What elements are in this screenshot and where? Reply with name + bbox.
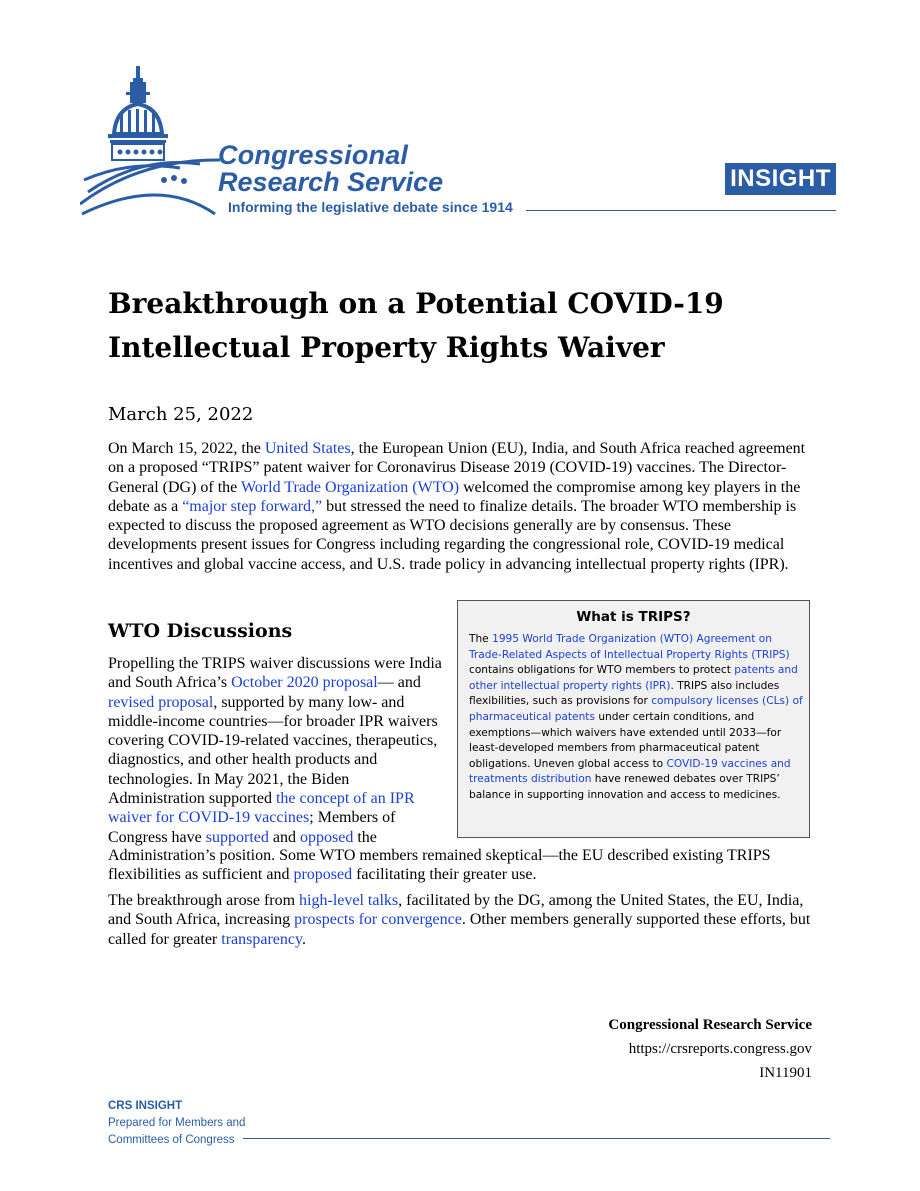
link-supported[interactable]: supported [205, 828, 269, 846]
link-ipr-waiver-concept[interactable]: the concept of an IPR waiver for COVID-19 vaccines [108, 790, 415, 827]
link-high-level-talks[interactable]: high-level talks [299, 892, 399, 909]
insight-badge: INSIGHT [725, 163, 836, 195]
link-revised-proposal[interactable]: revised proposal [108, 693, 214, 711]
org-name-line2: Research Service [218, 167, 444, 197]
footer-prepared-line1: Prepared for Members and [108, 1117, 246, 1129]
link-compulsory-licenses[interactable]: compulsory licenses (CLs) of pharmaceutical patents [469, 695, 803, 723]
page-title: Breakthrough on a Potential COVID-19 Intellectual Property Rights Waiver [108, 287, 724, 364]
link-vaccine-distribution[interactable]: COVID-19 vaccines and treatments distribution [469, 757, 791, 786]
header-rule [526, 210, 836, 211]
link-proposed[interactable]: proposed [293, 866, 353, 884]
intro-paragraph: On March 15, 2022, the United States, the European Union (EU), India, and South Africa reached agreement on a proposed “TRIPS” patent waiver for Coronavirus Disease 2019 (COVID-19) vaccines. The Director-General (DG) of the World Trade Organization (WTO) welcomed the compromise among key players in the debate as a “major step forward,” but stressed the need to finalize details. The broader WTO membership is expected to discuss the proposed agreement as WTO decisions generally are by consensus. These developments present issues for Congress including regarding the congressional role, COVID-19 medical incentives and global vaccine access, and U.S. trade policy in advancing intellectual property rights (IPR). [108, 440, 806, 573]
trips-sidebar-box [457, 600, 810, 838]
footer-report-id: IN11901 [759, 1065, 812, 1081]
section-paragraph-1-continued: Administration’s position. Some WTO members remained skeptical—the EU described existing TRIPS flexibilities as sufficient and proposed facilitating their greater use. [108, 847, 771, 884]
link-wto[interactable]: World Trade Organization (WTO) [240, 478, 460, 496]
link-opposed[interactable]: opposed [299, 828, 354, 846]
section-heading: WTO Discussions [108, 620, 293, 642]
section-paragraph-2: The breakthrough arose from high-level talks, facilitated by the DG, among the United States, the EU, India, and South Africa, increasing prospects for convergence. Other members generally supported these efforts, but called for greater transparency. [108, 892, 811, 948]
footer-prepared-line2: Committees of Congress [108, 1134, 235, 1146]
sidebar-title: What is TRIPS? [576, 609, 691, 625]
sidebar-body: The 1995 World Trade Organization (WTO) Agreement on Trade-Related Aspects of Intellectual Property Rights (TRIPS) contains obligations for WTO members to protect patents and other intellectual property rights (IPR). TRIPS also includes flexibilities, such as provisions for compulsory licenses (CLs) of pharmaceutical patents under certain conditions, and exemptions—which waivers have extended until 2033—for least-developed members from pharmaceutical patent obligations. Uneven global access to COVID-19 vaccines and treatments distribution have renewed debates over TRIPS’ balance in supporting innovation and access to medicines. [469, 633, 803, 801]
link-patents-ipr[interactable]: patents and other intellectual property rights (IPR) [469, 664, 798, 692]
footer-citation [608, 1013, 812, 1085]
link-transparency[interactable]: transparency [221, 930, 302, 948]
link-trips-agreement[interactable]: 1995 World Trade Organization (WTO) Agreement on Trade-Related Aspects of Intellectual Property Rights (TRIPS) [469, 633, 790, 661]
section-paragraph-1: Propelling the TRIPS waiver discussions were India and South Africa’s October 2020 proposal— and revised proposal, supported by many low- and middle-income countries—for broader IPR waivers covering COVID-19-related vaccines, therapeutics, diagnostics, and other health products and technologies. In May 2021, the Biden Administration supported the concept of an IPR waiver for COVID-19 vaccines; Members of Congress have supported and opposed the [108, 655, 442, 846]
link-prospects-for-convergence[interactable]: prospects for convergence [294, 911, 462, 929]
footer-crs-insight: CRS INSIGHT [108, 1100, 183, 1112]
footer-url: https://crsreports.congress.gov [628, 1041, 812, 1057]
tagline: Informing the legislative debate since 1914 [228, 199, 513, 215]
link-major-step-forward[interactable]: “major step forward,” [182, 497, 323, 515]
footer-org: Congressional Research Service [608, 1017, 812, 1033]
publish-date: March 25, 2022 [108, 404, 254, 425]
org-name-line1: Congressional [218, 140, 409, 170]
crs-insight-footer [108, 1098, 245, 1149]
link-united-states[interactable]: United States [264, 440, 351, 457]
link-october-2020-proposal[interactable]: October 2020 proposal [231, 674, 378, 692]
footer-rule [243, 1138, 830, 1139]
